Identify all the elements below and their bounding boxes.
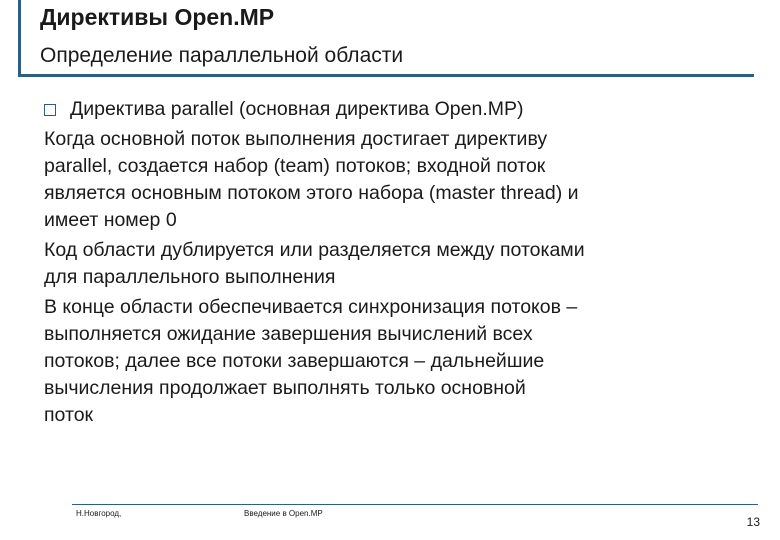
paragraph-line: выполняется ожидание завершения вычислений всех — [44, 323, 533, 345]
slide-content — [44, 96, 756, 429]
paragraph-line: потоков; далее все потоки завершаются – дальнейшие — [44, 350, 545, 372]
footer-course-title: Введение в Open.MP — [244, 509, 323, 518]
page-number: 13 — [746, 515, 760, 529]
paragraph-line: поток — [44, 404, 94, 426]
paragraph-line: В конце области обеспечивается синхронизация потоков – — [44, 296, 578, 318]
slide-subtitle: Определение параллельной области — [40, 44, 404, 67]
paragraph-line: parallel, создается набор (team) потоков; входной поток — [44, 155, 546, 177]
square-bullet-icon — [44, 104, 56, 116]
title-accent-vertical — [18, 0, 21, 76]
title-accent-horizontal — [18, 74, 754, 77]
paragraph-line: Когда основной поток выполнения достигает директиву — [44, 128, 548, 150]
paragraph-2 — [44, 237, 756, 291]
paragraph-line: для параллельного выполнения — [44, 266, 336, 288]
footer-location: Н.Новгород, — [76, 509, 122, 518]
footer-divider — [72, 504, 758, 505]
paragraph-1 — [44, 126, 756, 234]
paragraph-line: Код области дублируется или разделяется между потоками — [44, 239, 585, 261]
paragraph-line: вычисления продолжает выполнять только основной — [44, 377, 526, 399]
slide-title: Директивы Open.MP — [40, 4, 275, 30]
paragraph-3 — [44, 294, 756, 429]
paragraph-line: является основным потоком этого набора (master thread) и — [44, 182, 579, 204]
paragraph-line: имеет номер 0 — [44, 209, 177, 231]
bullet-item — [44, 96, 756, 123]
bullet-text: Директива parallel (основная директива Open.MP) — [70, 98, 524, 120]
